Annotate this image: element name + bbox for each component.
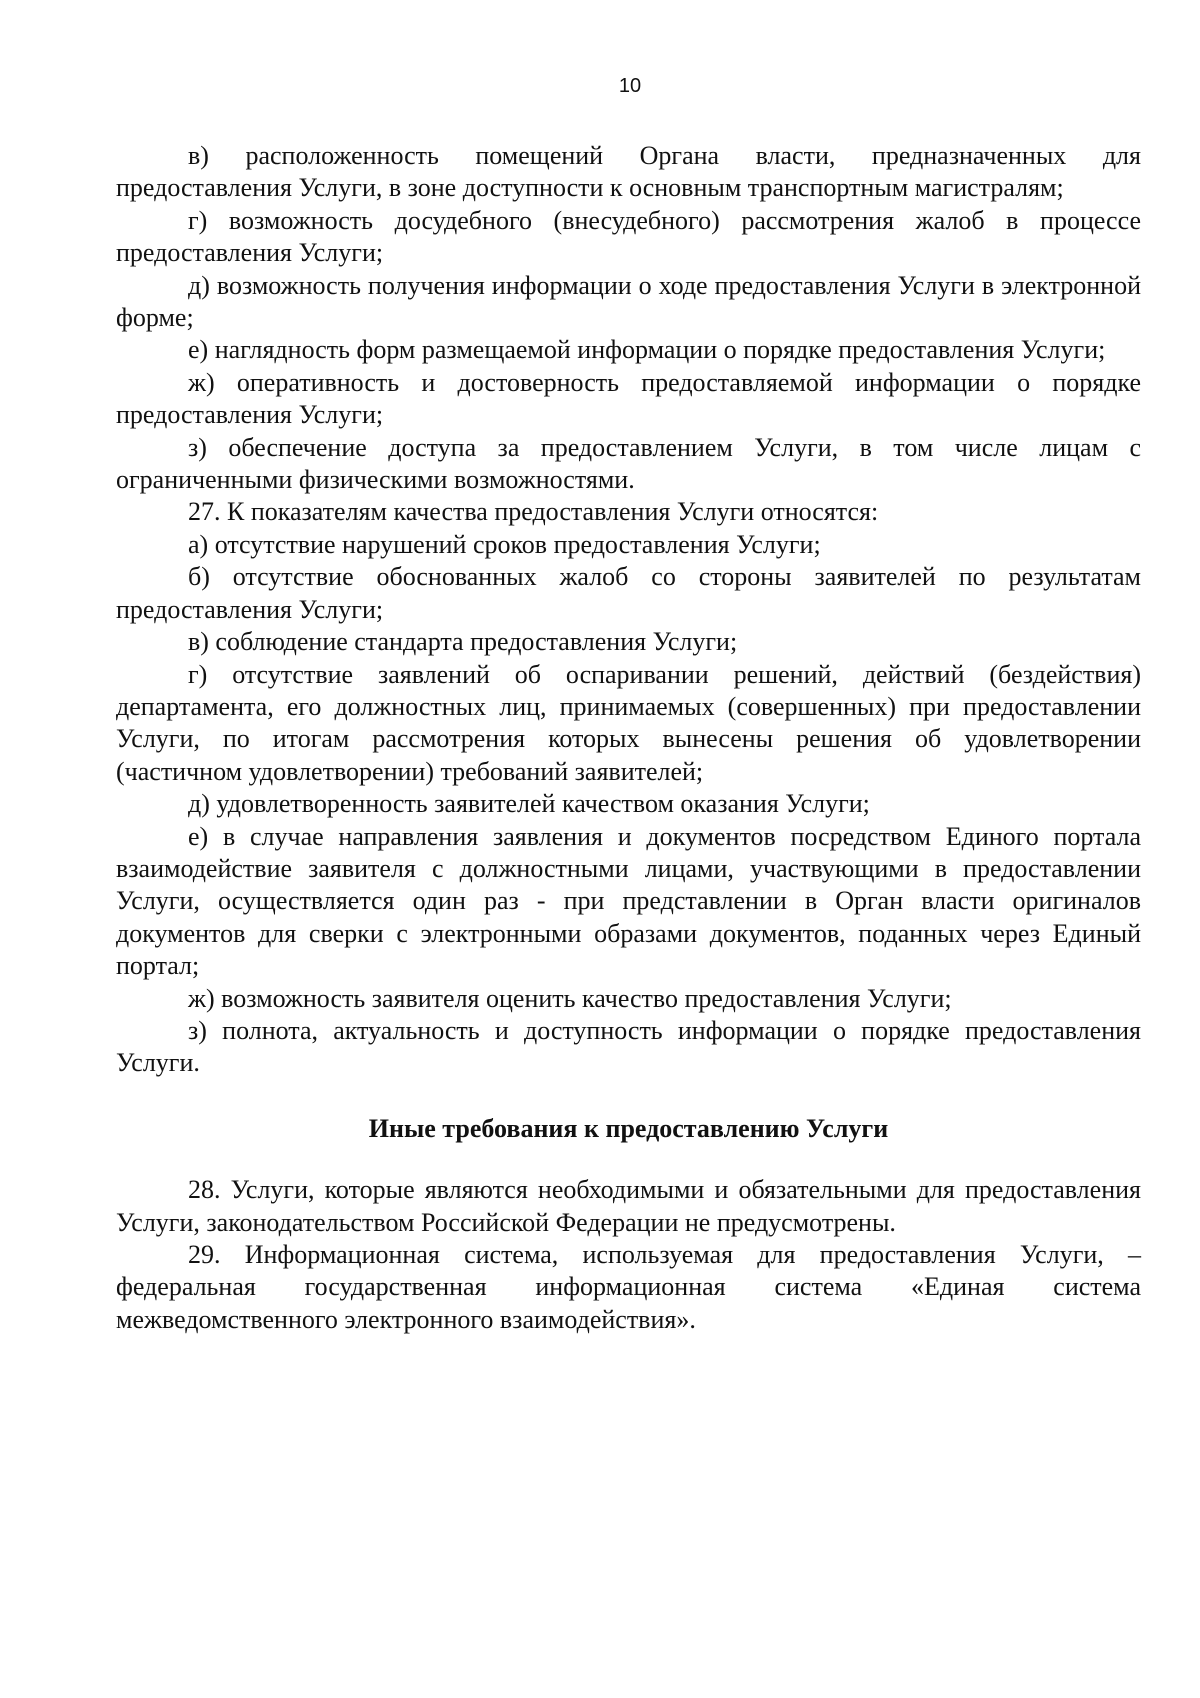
section-heading: Иные требования к предоставлению Услуги <box>368 1113 889 1143</box>
paragraph-g-no-disputes: г) отсутствие заявлений об оспаривании решений, действий (бездействия) департамента, его должностных лиц, принимаемых (совершенных) при предоставлении Услуги, по итогам рассмотрения которых вынесены решения об удовлетворении (частичном удовлетворении) требований заявителей; <box>116 659 1141 786</box>
paragraph-27-quality-indicators: 27. К показателям качества предоставления Услуги относятся: <box>188 497 879 527</box>
paragraph-29-information-system: 29. Информационная система, используемая для предоставления Услуги, – федеральная государственная информационная система «Единая система межведомственного электронного взаимодействия». <box>116 1240 1141 1334</box>
paragraph-zh-rating: ж) возможность заявителя оценить качество предоставления Услуги; <box>188 983 952 1013</box>
paragraph-v-standard-compliance: в) соблюдение стандарта предоставления Услуги; <box>188 627 738 657</box>
paragraph-zh-promptness: ж) оперативность и достоверность предоставляемой информации о порядке предоставления Услуги; <box>116 367 1141 430</box>
paragraph-b-no-complaints: б) отсутствие обоснованных жалоб со стороны заявителей по результатам предоставления Услуги; <box>116 562 1141 624</box>
page-number: 10 <box>618 75 642 97</box>
paragraph-e-visual-forms: е) наглядность форм размещаемой информации о порядке предоставления Услуги; <box>188 335 1106 365</box>
paragraph-z-accessibility: з) обеспечение доступа за предоставлением Услуги, в том числе лицам с ограниченными физическими возможностями. <box>116 432 1141 495</box>
paragraph-d-satisfaction: д) удовлетворенность заявителей качеством оказания Услуги; <box>188 789 870 819</box>
paragraph-a-no-deadline-violations: а) отсутствие нарушений сроков предоставления Услуги; <box>188 529 821 559</box>
document-body <box>116 140 1141 1336</box>
paragraph-28-required-services: 28. Услуги, которые являются необходимыми и обязательными для предоставления Услуги, законодательством Российской Федерации не предусмотрены. <box>116 1175 1141 1237</box>
paragraph-d-electronic-info: д) возможность получения информации о ходе предоставления Услуги в электронной форме; <box>116 270 1141 333</box>
paragraph-v-location: в) расположенность помещений Органа власти, предназначенных для предоставления Услуги, в зоне доступности к основным транспортным магистралям; <box>116 141 1141 203</box>
paragraph-g-pretrial-complaints: г) возможность досудебного (внесудебного) рассмотрения жалоб в процессе предоставления Услуги; <box>116 205 1141 268</box>
paragraph-e-single-portal: е) в случае направления заявления и документов посредством Единого портала взаимодействие заявителя с должностными лицами, участвующими в предоставлении Услуги, осуществляется один раз - при представлении в Орган власти оригиналов документов для сверки с электронными образами документов, поданных через Единый портал; <box>116 821 1141 981</box>
paragraph-z-completeness: з) полнота, актуальность и доступность информации о порядке предоставления Услуги. <box>116 1015 1141 1078</box>
